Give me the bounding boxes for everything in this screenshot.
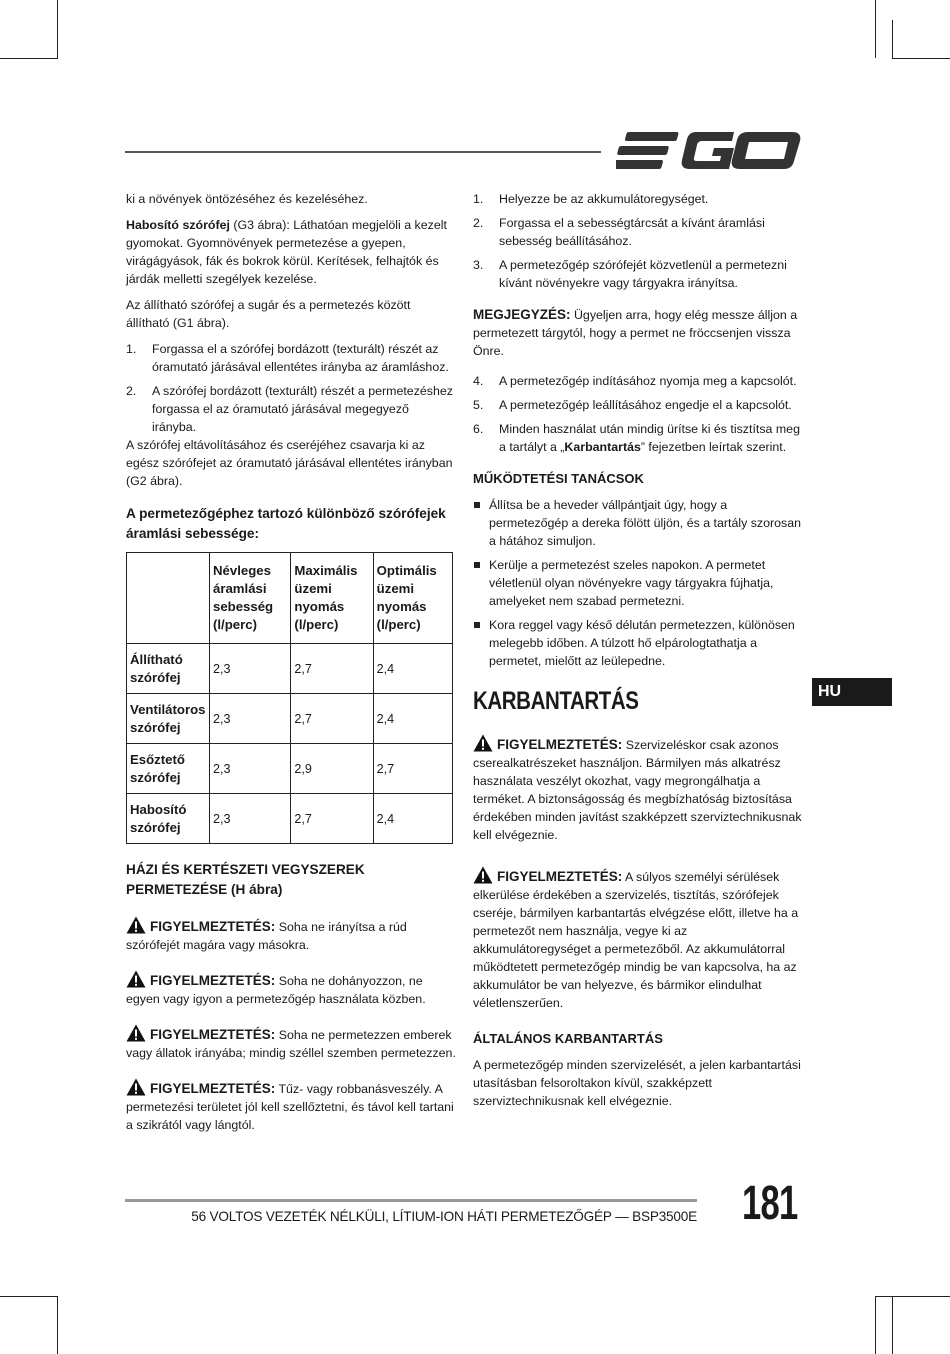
- bullet-icon: [474, 562, 480, 568]
- step-number: 3.: [473, 258, 484, 272]
- warning-label: FIGYELMEZTETÉS:: [150, 1081, 276, 1096]
- list-item: [473, 256, 803, 292]
- table-header-row: [127, 553, 453, 644]
- table-title: A permetezőgéphez tartozó különböző szórófejek áramlási sebessége:: [126, 506, 446, 541]
- list-item: [473, 190, 803, 208]
- step-number: 1.: [126, 342, 137, 356]
- crop-mark: [875, 1296, 950, 1297]
- crop-mark: [57, 1296, 58, 1354]
- footer-rule: [125, 1199, 697, 1202]
- step-text-bold: Karbantartás: [564, 440, 641, 454]
- right-column: [473, 190, 803, 1118]
- step-number: 6.: [473, 422, 484, 436]
- header-rule: [125, 151, 601, 153]
- list-item: [473, 372, 803, 390]
- warning-text: Szervizeléskor csak azonos cserealkatrészeket használjon. Bármilyen más alkatrész használata veszélyt okozhat, vagy megrongálhatja a terméket. A biztonságosság és megbízhatóság biztosítása érdekében minden javítást szakképzett szerviztechnikusnak kell elvégeznie.: [473, 738, 802, 842]
- table-cell: 2,4: [373, 694, 452, 744]
- table-cell: 2,3: [210, 794, 291, 844]
- warning-paragraph: [126, 1078, 456, 1134]
- table-row-header: Habosító szórófej: [127, 794, 210, 844]
- footer-text: 56 VOLTOS VEZETÉK NÉLKÜLI, LÍTIUM-ION HÁTI PERMETEZŐGÉP — BSP3500E: [191, 1209, 697, 1224]
- warning-paragraph: [126, 970, 456, 1008]
- note-label: MEGJEGYZÉS:: [473, 307, 571, 322]
- warning-text: Soha ne irányítsa a rúd szórófejét magára vagy másokra.: [126, 920, 407, 952]
- step-text: Forgassa el a szórófej bordázott (texturált) részét az óramutató járásával ellentétes irányba az áramláshoz.: [152, 342, 449, 374]
- table-header-cell: Optimális üzemi nyomás (l/perc): [373, 553, 452, 644]
- ego-logo: [616, 128, 802, 174]
- crop-mark: [0, 1296, 58, 1297]
- step-text-a: Minden használat után mindig ürítse ki és tisztítsa meg a tartályt a „: [499, 422, 800, 454]
- warning-paragraph: [473, 734, 803, 844]
- list-item: [126, 382, 456, 436]
- table-row-header: Ventilátoros szórófej: [127, 694, 210, 744]
- note-text: Ügyeljen arra, hogy elég messze álljon a permetezett tárgytól, hogy a permet ne fröccsenjen vissza Önre.: [473, 308, 798, 358]
- warning-text: Soha ne permetezzen emberek vagy állatok irányába; mindig széllel szemben permetezzen.: [126, 1028, 456, 1060]
- table-cell: 2,4: [373, 794, 452, 844]
- warning-text: A súlyos személyi sérülések elkerülése érdekében a szervizelés, tisztítás, szórófejek cseréje, bármilyen karbantartás elvégzése előtt, illetve ha a permetezőt nem használja, vegye ki az akkumulátoregységet a permetezőből. Az akkumulátorral működtetett permetezőgép mindig be van kapcsolva, ha az akkumulátor be van helyezve, és bármikor elindulhat véletlenszerűen.: [473, 870, 799, 1010]
- table-row: [127, 794, 453, 844]
- table-row: [127, 694, 453, 744]
- warning-label: FIGYELMEZTETÉS:: [150, 973, 276, 988]
- table-cell: 2,9: [291, 744, 373, 794]
- flow-rate-table: [126, 552, 453, 844]
- table-cell: 2,3: [210, 744, 291, 794]
- tip-text: Kerülje a permetezést szeles napokon. A permetet véletlenül olyan növényekre vagy tárgyakra fújhatja, amelyeket nem szabad permetezni.: [489, 558, 774, 608]
- warning-paragraph: [473, 866, 803, 1012]
- table-cell: 2,3: [210, 644, 291, 694]
- step-number: 2.: [126, 384, 137, 398]
- warning-icon: [126, 970, 146, 988]
- table-row-header: Esőztető szórófej: [127, 744, 210, 794]
- warning-text: Soha ne dohányozzon, ne egyen vagy igyon a permetezőgép használata közben.: [126, 974, 426, 1006]
- warning-icon: [126, 1024, 146, 1042]
- list-item: [473, 616, 803, 670]
- warning-text: Tűz- vagy robbanásveszély. A permetezési területet jól kell szellőztetni, és távol kell tartani a szikrától vagy lángtól.: [126, 1082, 454, 1132]
- chem-heading: HÁZI ÉS KERTÉSZETI VEGYSZEREK PERMETEZÉSE (H ábra): [126, 862, 365, 897]
- crop-mark: [57, 0, 58, 58]
- intro-text: ki a növények öntözéséhez és kezeléséhez.: [126, 192, 368, 206]
- step-text: Forgassa el a sebességtárcsát a kívánt áramlási sebesség beállításához.: [499, 216, 765, 248]
- table-cell: 2,7: [291, 794, 373, 844]
- table-row: [127, 644, 453, 694]
- step-number: 5.: [473, 398, 484, 412]
- nozzle-g3-title: Habosító szórófej: [126, 218, 230, 232]
- warning-label: FIGYELMEZTETÉS:: [150, 919, 276, 934]
- tips-heading: MŰKÖDTETÉSI TANÁCSOK: [473, 471, 644, 486]
- table-row-header: Állítható szórófej: [127, 644, 210, 694]
- operation-steps-continued: [473, 372, 803, 456]
- tip-text: Kora reggel vagy késő délután permetezzen, különösen melegebb időben. A túlzott hő elpárologtathatja a permetet, mielőtt az leülepedne.: [489, 618, 795, 668]
- crop-mark: [875, 0, 876, 58]
- language-tab: HU: [812, 678, 892, 706]
- list-item: [473, 496, 803, 550]
- table-header-cell: [127, 553, 210, 644]
- warning-paragraph: [126, 1024, 456, 1062]
- general-maintenance-text: A permetezőgép minden szervizelését, a jelen karbantartási utasításban felsoroltakon kívül, szakképzett szerviztechnikusnak kell elvégeznie.: [473, 1058, 801, 1108]
- warning-icon: [126, 916, 146, 934]
- nozzle-g3-text: (G3 ábra): Láthatóan megjelöli a kezelt gyomokat. Gyomnövények permetezése a gyepen, virágágyások, fák és bokrok körül. Kerítések, felhajtók és járdák melletti szegélyek kezelése.: [126, 218, 447, 286]
- step-number: 1.: [473, 192, 484, 206]
- crop-mark: [892, 20, 893, 58]
- page-number: 181: [742, 1177, 798, 1230]
- remove-text: A szórófej eltávolításához és cseréjéhez csavarja ki az egész szórófejet az óramutató járásával ellentétes irányban (G2 ábra).: [126, 438, 453, 488]
- table-header-cell: Névleges áramlási sebesség (l/perc): [210, 553, 291, 644]
- table-cell: 2,3: [210, 694, 291, 744]
- step-text: A permetezőgép szórófejét közvetlenül a permetezni kívánt növényekre vagy tárgyakra irányítsa.: [499, 258, 787, 290]
- table-row: [127, 744, 453, 794]
- step-text-b: ” fejezetben leírtak szerint.: [640, 440, 787, 454]
- crop-mark: [875, 1296, 876, 1354]
- list-item: [473, 214, 803, 250]
- step-text: A szórófej bordázott (texturált) részét a permetezéshez forgassa el az óramutató járásával megegyező irányba.: [152, 384, 453, 434]
- warning-label: FIGYELMEZTETÉS:: [497, 737, 623, 752]
- step-number: 4.: [473, 374, 484, 388]
- step-text: Helyezze be az akkumulátoregységet.: [499, 192, 709, 206]
- crop-mark: [0, 58, 58, 59]
- operation-steps: [473, 190, 803, 292]
- bullet-icon: [474, 502, 480, 508]
- step-text: A permetezőgép indításához nyomja meg a kapcsolót.: [499, 374, 797, 388]
- list-item: [473, 420, 803, 456]
- table-header-cell: Maximális üzemi nyomás (l/perc): [291, 553, 373, 644]
- note-paragraph: [473, 306, 803, 360]
- crop-mark: [892, 58, 950, 59]
- step-number: 2.: [473, 216, 484, 230]
- table-cell: 2,7: [291, 694, 373, 744]
- warning-icon: [126, 1078, 146, 1096]
- tip-text: Állítsa be a heveder vállpántjait úgy, hogy a permetezőgép a dereka fölött üljön, és a tartály szorosan a hátához simuljon.: [489, 498, 802, 548]
- adjust-steps: [126, 340, 456, 436]
- warning-paragraph: [126, 916, 456, 954]
- warning-label: FIGYELMEZTETÉS:: [497, 869, 623, 884]
- list-item: [126, 340, 456, 376]
- nozzle-g3-paragraph: [126, 216, 456, 288]
- table-cell: 2,7: [373, 744, 452, 794]
- general-maintenance-heading: ÁLTALÁNOS KARBANTARTÁS: [473, 1031, 663, 1046]
- warning-icon: [473, 734, 493, 752]
- warning-icon: [473, 866, 493, 884]
- bullet-icon: [474, 622, 480, 628]
- list-item: [473, 396, 803, 414]
- tips-list: [473, 496, 803, 670]
- list-item: [473, 556, 803, 610]
- maintenance-heading: KARBANTARTÁS: [473, 687, 639, 715]
- left-column: [126, 190, 456, 1144]
- crop-mark: [892, 1296, 893, 1354]
- table-cell: 2,4: [373, 644, 452, 694]
- warning-label: FIGYELMEZTETÉS:: [150, 1027, 276, 1042]
- table-cell: 2,7: [291, 644, 373, 694]
- step-text: A permetezőgép leállításához engedje el a kapcsolót.: [499, 398, 792, 412]
- adjustable-text: Az állítható szórófej a sugár és a permetezés között állítható (G1 ábra).: [126, 298, 411, 330]
